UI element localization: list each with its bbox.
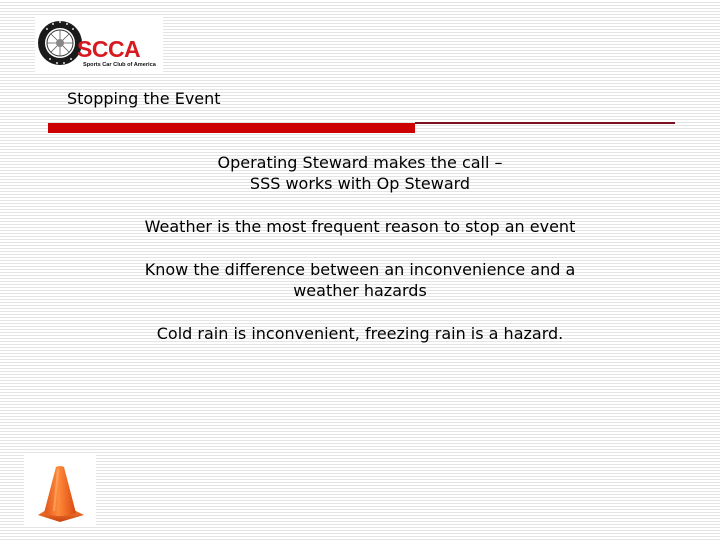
paragraph-line: SSS works with Op Steward xyxy=(249,174,471,193)
paragraph-weather-reason xyxy=(60,216,660,237)
scca-logo xyxy=(35,15,163,72)
paragraph-operating-steward xyxy=(60,152,660,194)
paragraph-know-difference xyxy=(60,259,660,301)
paragraph-line: Cold rain is inconvenient, freezing rain is a hazard. xyxy=(156,324,564,343)
traffic-cone-image xyxy=(24,455,96,527)
title-accent-line xyxy=(415,122,675,124)
slide-title: Stopping the Event xyxy=(67,89,221,108)
logo-wordmark: SCCA xyxy=(77,36,141,62)
paragraph-cold-rain xyxy=(60,323,660,344)
paragraph-line: Weather is the most frequent reason to stop an event xyxy=(144,217,576,236)
scca-emblem-icon xyxy=(35,15,163,72)
traffic-cone-icon xyxy=(24,455,96,527)
logo-subtitle: Sports Car Club of America xyxy=(83,62,156,68)
paragraph-line: Operating Steward makes the call – xyxy=(217,153,503,172)
paragraph-line: Know the difference between an inconvenience and a xyxy=(144,260,576,279)
paragraph-line: weather hazards xyxy=(293,281,427,300)
title-accent-bar xyxy=(48,123,415,133)
